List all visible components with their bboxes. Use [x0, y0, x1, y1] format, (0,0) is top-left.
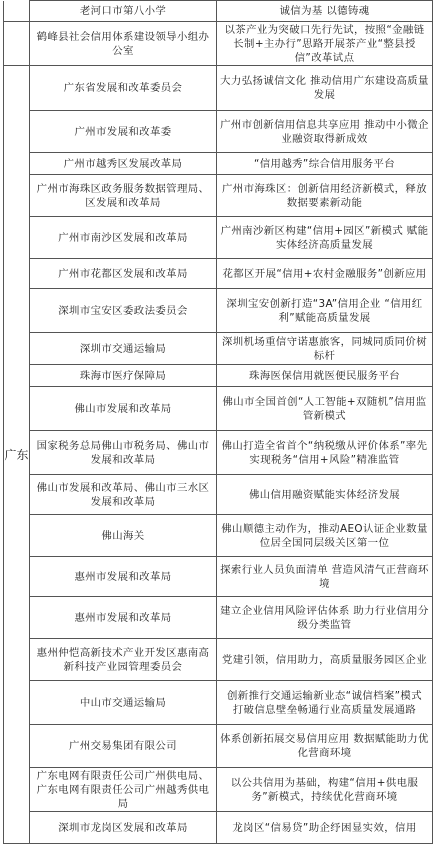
table-row	[4, 333, 433, 365]
table-row	[4, 1, 433, 22]
project-cell: 诚信为基 以德铸魂	[217, 1, 433, 22]
org-cell: 深圳市交通运输局	[30, 333, 217, 365]
table-row	[4, 431, 433, 475]
project-cell: 佛山信用融资赋能实体经济发展	[217, 475, 433, 515]
table-row	[4, 217, 433, 259]
project-cell: 广州南沙新区构建“信用+园区”新模式 赋能实体经济高质量发展	[217, 217, 433, 259]
region-cell	[4, 1, 30, 22]
org-cell: 佛山市发展和改革局、佛山市三水区发展和改革局	[30, 475, 217, 515]
table-row	[4, 289, 433, 333]
table-row	[4, 768, 433, 812]
project-cell: 龙岗区“信易贷”助企纾困显实效，信用	[217, 812, 433, 844]
table-row	[4, 22, 433, 66]
table-row	[4, 66, 433, 111]
table-row	[4, 259, 433, 289]
table-row	[4, 681, 433, 725]
org-cell: 佛山海关	[30, 515, 217, 557]
org-cell: 广州市越秀区发展改革局	[30, 153, 217, 175]
table-row	[4, 365, 433, 387]
project-cell: 以公共信用为基础，构建“信用+供电服务”新模式，持续优化营商环境	[217, 768, 433, 812]
org-cell: 广州市发展和改革委	[30, 111, 217, 153]
project-cell: 深圳宝安创新打造“3A”信用企业 “信用红利”赋能高质量发展	[217, 289, 433, 333]
table-row	[4, 639, 433, 681]
project-cell: 佛山市全国首创“人工智能+双随机”信用监管新模式	[217, 387, 433, 431]
table-row	[4, 387, 433, 431]
org-cell: 广州市南沙区发展和改革局	[30, 217, 217, 259]
project-cell: 党建引领，信用助力，高质量服务园区企业	[217, 639, 433, 681]
org-cell: 广州交易集团有限公司	[30, 725, 217, 768]
project-cell: 深圳机场重信守诺惠旅客，同城同质同价树标杆	[217, 333, 433, 365]
org-cell: 国家税务总局佛山市税务局、佛山市发展和改革局	[30, 431, 217, 475]
table-row	[4, 597, 433, 639]
org-cell: 鹤峰县社会信用体系建设领导小组办公室	[30, 22, 217, 66]
org-cell: 广州市海珠区政务服务数据管理局、区发展和改革局	[30, 175, 217, 217]
table-body	[4, 1, 433, 844]
org-cell: 中山市交通运输局	[30, 681, 217, 725]
table-row	[4, 111, 433, 153]
table-row	[4, 515, 433, 557]
org-cell: 珠海市医疗保障局	[30, 365, 217, 387]
credit-case-table	[3, 0, 433, 844]
project-cell: 广州市海珠区：创新信用经济新模式，释放数据要素新动能	[217, 175, 433, 217]
org-cell: 深圳市龙岗区发展和改革局	[30, 812, 217, 844]
org-cell: 佛山市发展和改革局	[30, 387, 217, 431]
org-cell: 惠州仲恺高新技术产业开发区惠南高新科技产业园管理委员会	[30, 639, 217, 681]
org-cell: 广东省发展和改革委员会	[30, 66, 217, 111]
project-cell: 广州市创新信用信息共享应用 推动中小微企业融资取得新成效	[217, 111, 433, 153]
org-cell: 惠州市发展和改革局	[30, 597, 217, 639]
org-cell: 老河口市第八小学	[30, 1, 217, 22]
table-row	[4, 175, 433, 217]
project-cell: 创新推行交通运输新业态“诚信档案”模式 打破信息壁垒畅通行业高质量发展通路	[217, 681, 433, 725]
org-cell: 深圳市宝安区委政法委员会	[30, 289, 217, 333]
table-row	[4, 812, 433, 844]
project-cell: 花都区开展“信用+农村金融服务”创新应用	[217, 259, 433, 289]
org-cell: 广东电网有限责任公司广州供电局、广东电网有限责任公司广州越秀供电局	[30, 768, 217, 812]
table-row	[4, 475, 433, 515]
org-cell: 惠州市发展和改革局	[30, 557, 217, 597]
table-row	[4, 557, 433, 597]
project-cell: “信用越秀”综合信用服务平台	[217, 153, 433, 175]
project-cell: 以茶产业为突破口先行先试，按照“金融链长制+主办行”思路开展茶产业“整县授信”改革试点	[217, 22, 433, 66]
region-cell	[4, 22, 30, 66]
org-cell: 广州市花都区发展和改革局	[30, 259, 217, 289]
project-cell: 大力弘扬诚信文化 推动信用广东建设高质量发展	[217, 66, 433, 111]
project-cell: 佛山顺德主动作为，推动AEO认证企业数量位居全国同层级关区第一位	[217, 515, 433, 557]
project-cell: 佛山打造全省首个“纳税缴从评价体系”率先实现税务“信用+风险”精准监管	[217, 431, 433, 475]
project-cell: 体系创新拓展交易信用应用 数据赋能助力优化营商环境	[217, 725, 433, 768]
project-cell: 珠海医保信用就医便民服务平台	[217, 365, 433, 387]
region-cell: 广东	[4, 66, 30, 844]
table-row	[4, 153, 433, 175]
project-cell: 建立企业信用风险评估体系 助力行业信用分级分类监管	[217, 597, 433, 639]
table-row	[4, 725, 433, 768]
project-cell: 探索行业人员负面清单 营造风清气正营商环境	[217, 557, 433, 597]
